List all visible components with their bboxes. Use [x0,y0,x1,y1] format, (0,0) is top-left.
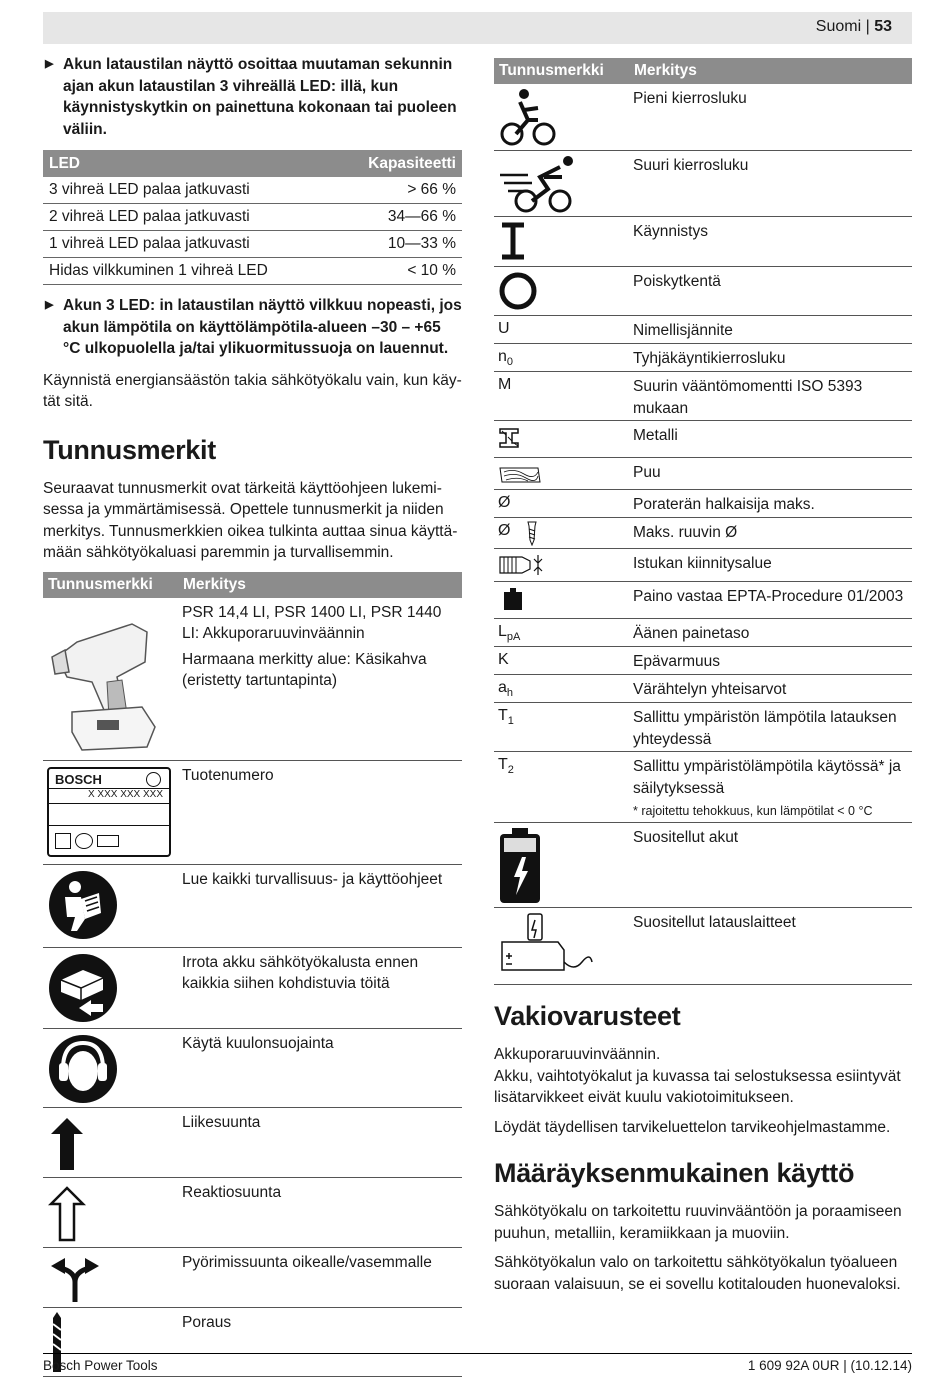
symbol-meaning: Värähtelyn yhteisarvot [633,681,787,698]
symbol-letter [498,623,520,643]
paragraph: Akkuporaruuvinväännin. [494,1046,661,1063]
symbol-row [494,217,912,267]
symbol-subscript: 0 [506,356,514,369]
symbol-meaning: Puu [633,464,661,481]
symbol-row [43,865,462,948]
symbol-meaning: Poiskytkentä [633,273,721,290]
symbol-row [494,518,912,549]
table-cell: 3 vihreä LED palaa jatkuvasti [43,177,335,204]
paragraph: Löydät täydellisen tarvikeluettelon tarvikeohjelmastamme. [494,1118,891,1136]
movement-arrow-icon [47,1116,87,1177]
symbol-letter [498,756,514,776]
table-cell: < 10 % [335,258,462,285]
symbol-meaning: Liikesuunta [182,1113,261,1131]
table-cell: > 66 % [335,177,462,204]
metal-icon [498,427,522,454]
symbol-main: L [498,623,507,640]
right-column [494,58,912,1303]
table-row [43,231,462,258]
symbol-letter: K [498,651,509,668]
screw-icon [526,520,538,551]
symbol-row [494,675,912,703]
symbol-row [494,647,912,675]
symbol-row [494,582,912,619]
symbol-letter: Ø [498,494,511,511]
header-meaning: Merkitys [183,575,246,593]
nameplate-icon [47,767,171,857]
table-header-row [43,150,462,177]
remove-battery-icon [47,952,119,1029]
symbol-meaning: Istukan kiinnitysalue [633,555,772,572]
table-row [43,204,462,231]
symbol-meaning: Pyörimissuunta oikealle/vasemmalle [182,1253,432,1271]
table-header-led: LED [43,150,335,177]
symbol-row [43,598,462,761]
symbol-row [494,490,912,518]
symbol-row [43,1178,462,1248]
reaction-arrow-icon [47,1186,87,1247]
symbol-row [43,948,462,1029]
table-header-capacity: Kapasiteetti [335,150,462,177]
drill-icon [47,602,157,757]
hearing-protection-icon [47,1033,119,1110]
left-column [43,54,462,1377]
brand-label: BOSCH [55,771,102,787]
symbols-table-header [43,572,462,598]
led-capacity-table [43,150,462,285]
symbol-letter: Ø [498,522,511,539]
table-cell: 1 vihreä LED palaa jatkuvasti [43,231,335,258]
table-row [43,258,462,285]
symbol-meaning: Sallittu ympäristön lämpötila latauksen yhteydessä [633,709,897,748]
symbol-meaning: Pieni kierrosluku [633,90,747,107]
symbol-meaning: Äänen painetaso [633,625,750,642]
high-speed-icon [498,155,582,218]
section-title-intended-use: Määräyksenmukainen käyttö [494,1158,855,1188]
symbol-letter: M [498,376,512,393]
symbol-meaning: Sallittu ympäristölämpötila käytössä* ja säilytyksessä [633,758,901,797]
symbol-meaning: PSR 14,4 LI, PSR 1400 LI, PSR 1440 LI: Akkuporaruuvinväännin [182,603,442,642]
page-number: 53 [874,18,892,35]
symbol-meaning-secondary: Harmaana merkitty alue: Käsikahva (eristetty tartuntapinta) [182,650,427,689]
read-manual-icon [47,869,119,946]
symbol-row [43,1108,462,1178]
symbol-main: T [498,707,508,724]
symbol-row [43,1248,462,1308]
symbol-row [494,84,912,151]
bullet-charge-indicator: ▶ Akun lataustilan näyttö osoittaa muutaman sekunnin ajan akun lataustilan 3 vihreällä LED: illä, kun käynnistyskytkin on painettuna kokonaan tai puoleen väliin. [43,54,462,140]
chuck-icon [498,553,548,582]
symbol-subscript: h [506,687,514,700]
rotation-direction-icon [47,1254,103,1309]
symbol-meaning: Metalli [633,427,678,444]
footer-brand: Bosch Power Tools [43,1358,158,1373]
symbol-meaning: Epävarmuus [633,653,721,670]
wood-icon [498,464,542,491]
symbols-table-header [494,58,912,84]
page-footer [43,1353,912,1373]
symbol-row [494,151,912,217]
header-symbol: Tunnusmerkki [48,575,153,593]
charger-icon [498,912,594,983]
symbol-meaning: Nimellisjännite [633,322,733,339]
footnote: * rajoitettu tehokkuus, kun lämpötilat < 0 °C [633,804,873,818]
paragraph: Sähkötyökalun valo on tarkoitettu sähkötyökalun työalueen suoraan valaisuun, se ei sovellu kotitalouden huonevaloksi. [494,1254,901,1293]
symbol-meaning: Suositellut latauslaitteet [633,914,796,931]
symbol-letter [498,679,513,699]
table-cell: 2 vihreä LED palaa jatkuvasti [43,204,335,231]
bullet-led-blink: ▶ Akun 3 LED: in lataustilan näyttö vilkkuu nopeasti, jos akun lämpötila on käyttölämpötila-alueen –30 – +65 °C ulkopuolella ja/tai ylikuormitussuoja on lauennut. [43,295,462,360]
battery-icon [498,827,542,910]
symbol-row [494,619,912,647]
section-title: Tunnusmerkit [43,434,216,465]
header-meaning: Merkitys [634,62,697,79]
symbol-row [43,1029,462,1108]
symbol-subscript: 2 [507,764,514,777]
symbol-meaning: Poraterän halkaisija maks. [633,496,815,513]
symbol-subscript: pA [506,631,521,644]
symbol-letter [498,707,514,727]
footer-doc-number: 1 609 92A 0UR | (10.12.14) [747,1358,912,1373]
section-title-standard: Vakiovarusteet [494,1001,681,1031]
symbol-row [494,372,912,421]
symbol-subscript: 1 [507,715,514,728]
symbol-meaning: Käytä kuulonsuojainta [182,1034,334,1052]
paragraph: Käynnistä energiansäästön takia sähkötyökalu vain, kun käytät sitä. [43,371,462,410]
symbol-row [43,761,462,865]
table-row [43,177,462,204]
switch-on-icon [498,221,528,266]
header-symbol: Tunnusmerkki [499,62,604,79]
symbol-meaning: Irrota akku sähkötyökalusta ennen kaikkia siihen kohdistuvia töitä [182,953,419,992]
intro-paragraph: Seuraavat tunnusmerkit ovat tärkeitä käyttöohjeen lukemisessa ja ymmärtämisessä. Opettele tunnusmerkit ja niiden merkitys. Tunnusmerkkien oikea tulkinta auttaa sinua käyttämään sähkötyökaluasi paremmin ja turvallisemmin. [43,479,458,561]
symbol-meaning: Poraus [182,1313,232,1331]
symbol-row [494,703,912,752]
symbol-meaning: Tyhjäkäyntikierrosluku [633,350,786,367]
table-cell: 10—33 % [335,231,462,258]
switch-off-icon [498,271,538,316]
symbol-row [494,458,912,490]
symbol-row [494,267,912,316]
symbol-main: n [498,348,507,365]
header-separator: | [865,18,870,35]
plate-number: X XXX XXX XXX [87,788,163,800]
symbol-row [494,752,912,823]
symbol-row [494,549,912,582]
symbol-row [494,421,912,458]
low-speed-icon [498,88,556,151]
page-number-label [816,18,892,36]
symbol-meaning: Paino vastaa EPTA-Procedure 01/2003 [633,588,904,605]
symbol-meaning: Reaktiosuunta [182,1183,282,1201]
symbol-meaning: Maks. ruuvin Ø [633,524,738,541]
language-label: Suomi [815,18,862,35]
symbol-letter [498,348,513,368]
symbol-row [494,344,912,372]
paragraph: Sähkötyökalu on tarkoitettu ruuvinvääntöön ja poraamiseen puuhun, metalliin, keramiikkaan ja muoviin. [494,1203,902,1242]
table-cell: 34—66 % [335,204,462,231]
symbol-row [494,908,912,985]
symbol-row [494,823,912,908]
bosch-logo-icon [146,772,161,787]
symbol-meaning: Suurin vääntömomentti ISO 5393 mukaan [633,378,863,417]
symbol-letter: U [498,320,510,337]
symbol-meaning: Tuotenumero [182,766,274,784]
symbol-meaning: Käynnistys [633,223,708,240]
weight-icon [502,586,524,617]
symbol-row [494,316,912,344]
symbol-meaning: Lue kaikki turvallisuus- ja käyttöohjeet [182,870,443,888]
paragraph: Akku, vaihtotyökalut ja kuvassa tai selostuksessa esiintyvät lisätarvikkeet eivät kuulu vakiotoimitukseen. [494,1067,901,1106]
symbol-meaning: Suositellut akut [633,829,739,846]
symbol-main: a [498,679,507,696]
page-header [43,12,912,44]
symbol-main: T [498,756,508,773]
table-cell: Hidas vilkkuminen 1 vihreä LED [43,258,335,285]
symbol-meaning: Suuri kierrosluku [633,157,749,174]
